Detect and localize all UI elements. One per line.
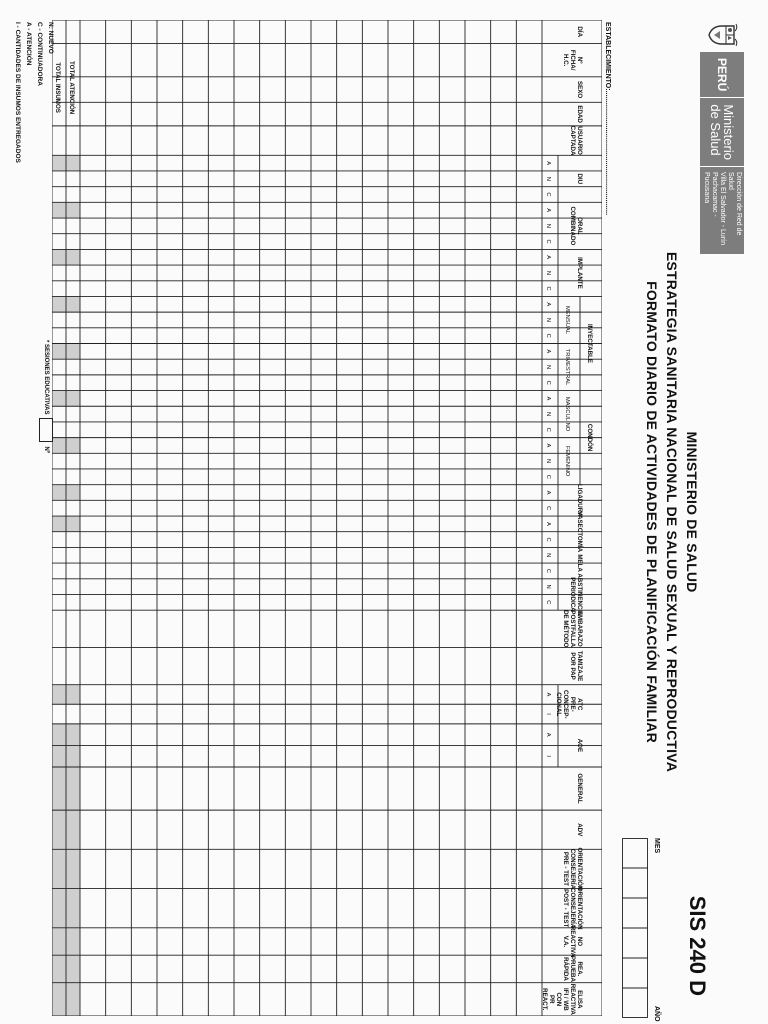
title-ministry: MINISTERIO DE SALUD — [684, 431, 700, 593]
title-form: FORMATO DIARIO DE ACTIVIDADES DE PLANIFICACIÓN FAMILIAR — [644, 281, 660, 743]
legend — [12, 22, 56, 163]
sub-label: C — [545, 506, 551, 511]
coat-of-arms-icon — [708, 22, 738, 48]
sesiones-educativas — [39, 340, 53, 453]
sub-label: C — [545, 380, 551, 385]
sub-label: A — [545, 161, 551, 166]
vasectomia-header: VASECTOMÍA — [576, 511, 583, 553]
month-year-cells — [622, 838, 648, 1018]
abstinencia-header: ABSTINENCIAPERIÓDICA — [569, 573, 583, 616]
sub-label: N — [545, 411, 551, 417]
sub-label: N — [545, 459, 551, 464]
adv-header: ADV — [576, 823, 583, 837]
sesiones-count-box[interactable] — [39, 418, 53, 442]
ministry-badge — [700, 52, 744, 254]
directorate-name: Dirección de Red de Salud Villa El Salvador - Lurín Pachacamac - Pucusana — [703, 171, 742, 245]
mela-header: MELA — [576, 554, 583, 572]
sub-label: A — [545, 732, 551, 737]
post_test-header: ORIENTACIÓNCONSEJERÍAPOST - TEST — [562, 886, 583, 930]
dia-header: DÍA — [576, 26, 583, 38]
implante-header: IMPLANTE — [576, 257, 583, 289]
establecimiento-field[interactable]: ESTABLECIMIENTO:................................................................ — [604, 22, 611, 216]
sub-label: N — [545, 364, 551, 370]
mes-label: MES — [653, 838, 660, 854]
sub-label: A — [545, 443, 551, 448]
sub-label: C — [545, 286, 551, 291]
masculino-header: MASCULINO — [564, 396, 570, 432]
sub-label: N — [545, 584, 551, 589]
peru-label: PERÚ — [700, 52, 744, 98]
legend-item: N: NUEVO — [47, 22, 54, 54]
sub-label: I — [545, 713, 551, 715]
condon-header: CONDÓN — [586, 423, 593, 452]
sub-label: C — [545, 600, 551, 605]
sub-label: A — [545, 490, 551, 495]
sexo-header: SEXO — [576, 81, 583, 99]
sub-label: A — [545, 396, 551, 401]
legend-item: C - CONTINUADORA — [36, 22, 43, 86]
atc-header: ATCPRE-CONCEP-CIONAL — [555, 689, 583, 719]
sub-label: A — [545, 208, 551, 213]
form-code: SIS 240 D — [685, 895, 710, 996]
inyectable-header: INYECTABLE — [586, 323, 593, 364]
mensual-header: MENSUAL — [564, 305, 570, 334]
sub-label: N — [545, 176, 551, 181]
sub-label: A — [545, 521, 551, 526]
sub-label: C — [545, 239, 551, 244]
sub-label: C — [545, 568, 551, 574]
rea_prueba-header: REA.PRUEBARÁPIDA — [562, 955, 583, 983]
no_reactiva-header: NOREACTIVAV.A. — [562, 925, 583, 958]
sub-label: C — [545, 333, 551, 338]
sub-label: N — [545, 317, 551, 323]
femenino-header: FEMENINO — [564, 445, 570, 477]
sub-label: A — [545, 349, 551, 354]
edad-header: EDAD — [576, 105, 583, 123]
pre_test-header: ORIENTACIÓNCONSEJERÍAPRE - TEST — [562, 847, 583, 891]
sesiones-no-label: Nº — [43, 446, 49, 453]
sub-label: A — [545, 692, 551, 697]
table-grid-lines — [52, 20, 602, 1016]
sub-label: N — [545, 553, 551, 558]
elisa-header: ELISAREACTIVAIFI / WBCONPRREACT. — [541, 983, 583, 1015]
legend-item: A - ATENCIÓN — [25, 22, 32, 66]
legend-item: I - CANTIDADES DE INSUMOS ENTREGADOS — [14, 22, 21, 163]
tamizaje_pap-header: TAMIZAJEPOR PAP — [569, 650, 583, 682]
aoe-header: AOE — [576, 738, 583, 753]
trimestral-header: TRIMESTRAL — [564, 348, 570, 386]
ligadura-header: LIGADURA — [576, 484, 583, 517]
month-year-box[interactable] — [622, 838, 660, 1022]
general-header: GENERAL — [576, 773, 583, 804]
sub-label: C — [545, 537, 551, 542]
table-header-labels — [54, 26, 594, 1015]
embarazo-header: EMBARAZOPOSTFALLADE MÉTODO — [562, 610, 583, 648]
total-insumos-label: TOTAL INSUMOS — [54, 62, 61, 113]
diu-header: DIU — [576, 173, 583, 185]
title-strategy: ESTRATEGIA SANITARIA NACIONAL DE SALUD SEXUAL Y REPRODUCTIVA — [664, 251, 680, 773]
sub-label: C — [545, 192, 551, 197]
total-atencion-label: TOTAL ATENCIÓN — [68, 61, 75, 115]
sub-label: N — [545, 223, 551, 228]
sub-label: A — [545, 302, 551, 307]
sub-label: A — [545, 255, 551, 260]
sub-label: C — [545, 474, 551, 479]
ministry-logo — [700, 22, 744, 254]
oral-header: ORALCOMBINADO — [569, 206, 583, 246]
usuario-header: USUARIOCAPTADA — [569, 125, 583, 156]
sub-label: N — [545, 270, 551, 276]
sub-label: C — [545, 427, 551, 432]
ano-label: AÑO — [653, 1006, 660, 1022]
sub-label: I — [545, 755, 551, 758]
activity-table[interactable] — [52, 20, 602, 1016]
sesiones-label: * SESIONES EDUCATIVAS — [43, 340, 49, 415]
ficha-header: NºFICHA/H.C. — [562, 49, 583, 71]
ministry-name: Ministerio de Salud — [700, 98, 744, 167]
